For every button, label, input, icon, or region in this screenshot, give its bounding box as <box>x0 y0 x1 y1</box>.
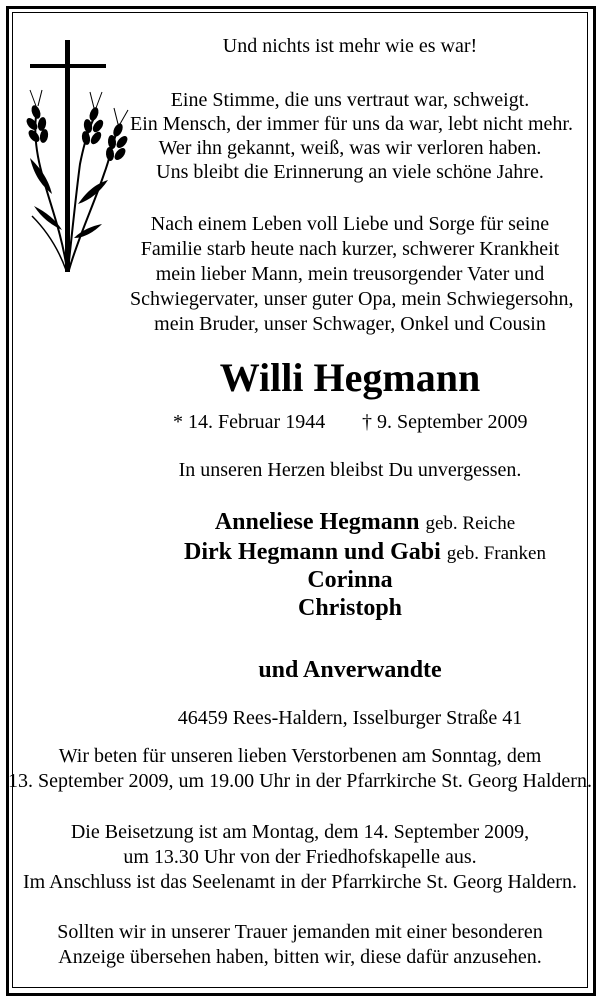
announcement-line: Nach einem Leben voll Liebe und Sorge für seine <box>150 213 550 235</box>
motto: Und nichts ist mehr wie es war! <box>222 35 478 57</box>
poem-line: Eine Stimme, die uns vertraut war, schweigt. <box>170 89 530 111</box>
mourner <box>0 566 600 594</box>
relatives: und Anverwandte <box>258 657 442 683</box>
birth-date: * 14. Februar 1944 <box>173 411 326 433</box>
address: 46459 Rees-Haldern, Isselburger Straße 41 <box>177 707 523 729</box>
announcement-line: mein Bruder, unser Schwager, Onkel und Cousin <box>154 313 546 335</box>
poem-line: Wer ihn gekannt, weiß, was wir verloren haben. <box>158 137 542 159</box>
closing-line: Anzeige übersehen haben, bitten wir, diese dafür anzusehen. <box>58 946 542 968</box>
closing-line: Sollten wir in unserer Trauer jemanden mit einer besonderen <box>57 921 543 943</box>
poem-line: Uns bleibt die Erinnerung an viele schöne Jahre. <box>156 161 544 183</box>
funeral-line: Die Beisetzung ist am Montag, dem 14. September 2009, <box>70 821 530 843</box>
mourner-name: Corinna <box>307 567 393 593</box>
funeral-line: Im Anschluss ist das Seelenamt in der Pfarrkirche St. Georg Haldern. <box>23 871 577 893</box>
deceased-name: Willi Hegmann <box>219 355 481 400</box>
poem-line: Ein Mensch, der immer für uns da war, lebt nicht mehr. <box>130 113 573 135</box>
mourner <box>0 508 600 538</box>
announcement-line: Familie starb heute nach kurzer, schwerer Krankheit <box>140 238 560 260</box>
mourner-name: Anneliese Hegmann <box>214 509 420 535</box>
mourner <box>0 538 600 568</box>
mourner-suffix: geb. Reiche <box>425 513 516 534</box>
announcement-line: mein lieber Mann, mein treusorgender Vater und <box>155 263 545 285</box>
mourner-name: Dirk Hegmann und Gabi <box>184 539 441 565</box>
funeral-line: um 13.30 Uhr von der Friedhofskapelle aus. <box>123 846 477 868</box>
remembrance: In unseren Herzen bleibst Du unvergessen. <box>178 459 522 481</box>
mourner <box>0 594 600 622</box>
prayer-line: Wir beten für unseren lieben Verstorbenen am Sonntag, dem <box>58 745 542 767</box>
announcement-line: Schwiegervater, unser guter Opa, mein Schwiegersohn, <box>130 288 574 310</box>
mourner-name: Christoph <box>297 595 403 621</box>
cross-and-wheat-icon <box>22 34 134 274</box>
prayer-line: 13. September 2009, um 19.00 Uhr in der Pfarrkirche St. Georg Haldern. <box>8 770 592 792</box>
mourner-suffix: geb. Franken <box>446 543 546 564</box>
death-date: † 9. September 2009 <box>362 411 528 433</box>
